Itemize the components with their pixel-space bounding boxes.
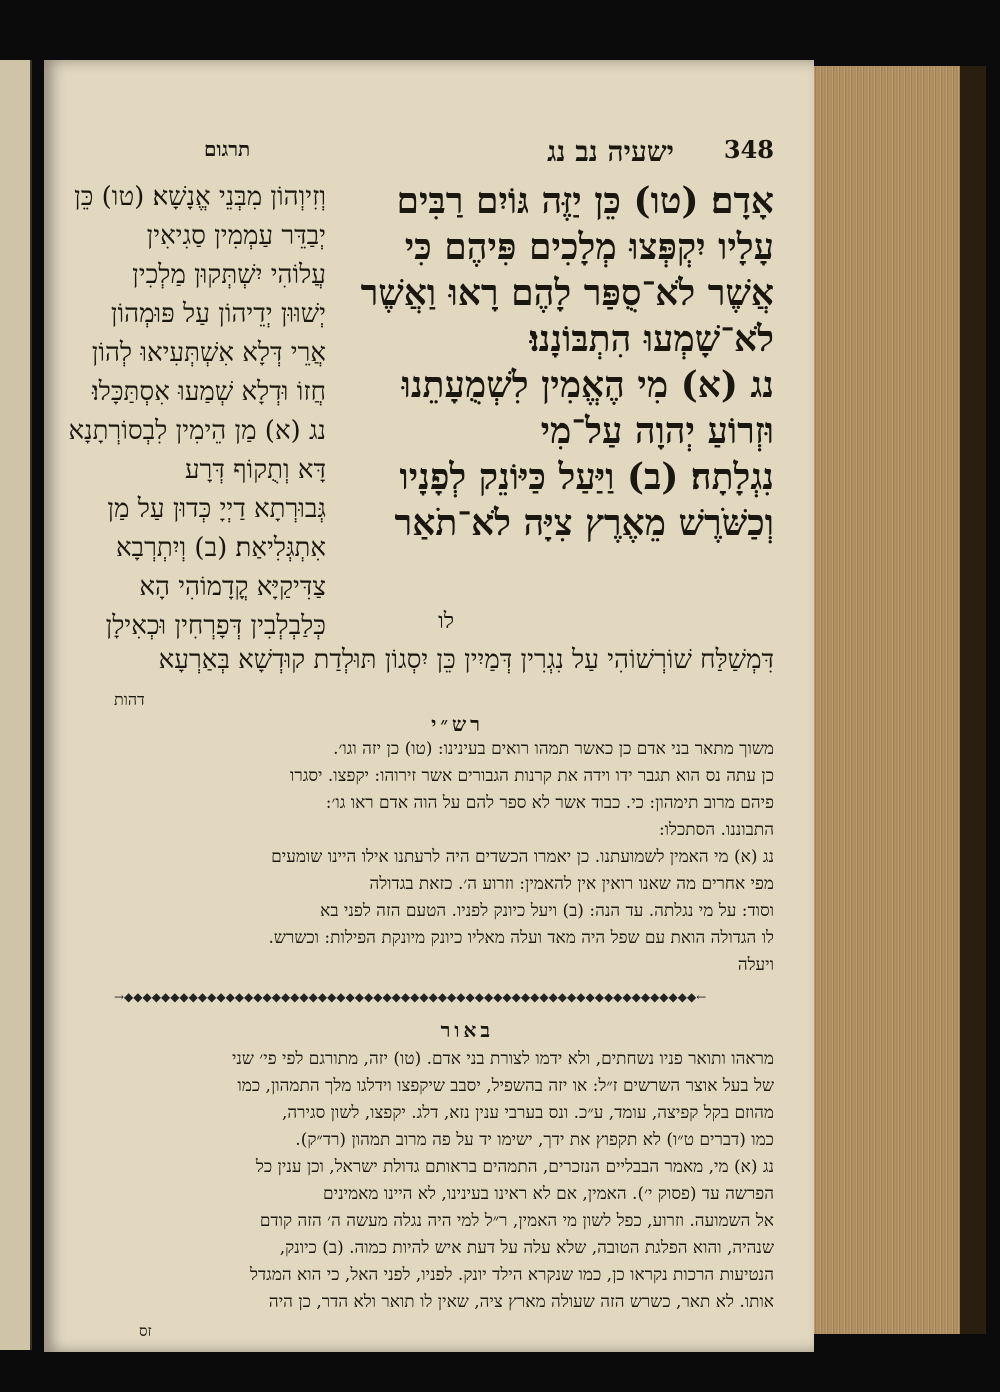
targum-heading: תרגום: [204, 137, 251, 161]
signature-mark: זס: [139, 1322, 152, 1340]
biur-line: מהוזם בקל קפיצה, עומד, ע״כ. ונס בערבי ענין נזא, דלג. יקפצו, לשון סגירה,: [282, 1103, 774, 1123]
main-text-column: [334, 178, 774, 546]
rashi-line: וסוד: על מי נגלתה. עד הנה: (ב) ויעל כיונק לפניו. הטעם הזה לפני בא: [320, 901, 774, 921]
targum-column: [66, 178, 326, 646]
targum-line: יְבַדֵּר עַמְמִין סַגִיאִין: [146, 221, 326, 251]
rashi-line: לו הגדולה הואת עם שפל היה מאד ועלה מאליו כיונק מיונקת הפילות: וכשרש.: [268, 928, 774, 948]
biur-line: אותו. לא תאר, כשרש הזה שעולה מארץ ציה, שאין לו תואר ולא הדר, כן היה: [268, 1292, 774, 1312]
targum-line: נג (א) מַן הֵימִין לִבְסוֹרְתָנָא: [68, 416, 326, 446]
book-spine-shadow: [960, 66, 986, 1334]
targum-line: צַדִּיקַיָּא קֳדָמוֹהִי הָא: [139, 572, 326, 602]
left-page-edge: [0, 60, 32, 1350]
main-text-line: אָדָם׃ (טו) כֵּן יַזֶּה גּוֹיִם רַבִּים: [396, 180, 774, 222]
main-text-line: נג (א) מִי הֶאֱמִין לִשְׁמֻעָתֵנוּ: [401, 364, 774, 406]
biur-line: נג (א) מי, מאמר הבבליים הנזכרים, התמהים בראותם גדולת ישראל, וכן ענין כל: [255, 1157, 774, 1177]
targum-line: גְּבוּרְתָא דַיְיָ כְּדוּן עַל מַן: [107, 494, 326, 524]
targum-line: וְזִיוְהוֹן מִבְּנֵי אֱנָשָׁא׃ (טו) כֵּן: [74, 182, 326, 212]
ornament-divider: →◆◆◆◆◆◆◆◆◆◆◆◆◆◆◆◆◆◆◆◆◆◆◆◆◆◆◆◆◆◆◆◆◆◆◆◆◆◆◆◆◆◆◆◆◆◆◆◆◆◆◆◆◆◆◆◆◆◆◆◆◆◆←: [114, 990, 707, 1004]
targum-catchword: דהות: [114, 690, 145, 709]
rashi-line: פיהם מרוב תימהון: כי. כבוד אשר לא ספר להם על הוה אדם ראו גו׳:: [325, 793, 774, 813]
main-text-line: אֲשֶׁר לֹא־סֻפַּר לָהֶם רָאוּ וַאֲשֶׁר: [360, 272, 774, 314]
targum-wide-line: דִּמְשַׁלַּח שׁוֹרְשׁוֹהִי עַל נִגְרִין דְּמַיִין כֵּן יִסְגוֹן תּוּלְדַת קוּדְשָׁא בְּאַרְעָא: [158, 645, 774, 675]
biur-line: אל השמועה. וזרוע, כפל לשון מי האמין, ר״ל למי היה נגלה מעשה ה׳ הזה קודם: [259, 1211, 774, 1231]
rashi-line: משוך מתאר בני אדם כן כאשר תמהו רואים בעינינו: (טו) כן יזה וגו׳.: [333, 739, 774, 759]
biur-line: כמו (דברים ט״ו) לא תקפוץ את ידך, ישימו יד על פה מרוב תמהון (רד״ק).: [295, 1130, 774, 1150]
biur-line: מראהו ותואר פניו נשחתים, ולא ידמו לצורת בני אדם. (טו) יזה, מתורגם לפי פי׳ שני: [231, 1049, 774, 1069]
targum-line: יְשׁוּוּן יְדֵיהוֹן עַל פּוּמְהוֹן: [110, 299, 326, 329]
page-header: [74, 135, 774, 175]
main-text-line: וּזְרוֹעַ יְהוָה עַל־מִי: [540, 410, 774, 452]
rashi-line: התבוננו. הסתכלו:: [658, 820, 774, 840]
rashi-title: רש״י: [431, 712, 484, 736]
biur-line: של בעל אוצר השרשים ז״ל: או יזה בהשפיל, יסבב שיקפצו וידלגו מלך התמהון, כמו: [237, 1076, 774, 1096]
main-text-line: לֹא־שָׁמְעוּ הִתְבּוֹנָנוּ׃: [529, 318, 774, 360]
biur-title: באור: [440, 1018, 494, 1042]
main-text-line: וְכַשֹּׁרֶשׁ מֵאֶרֶץ צִיָּה לֹא־תֹאַר: [394, 502, 774, 544]
main-text-line: נִגְלָתָה׃ (ב) וַיַּעַל כַּיּוֹנֵק לְפָנָיו: [399, 456, 774, 498]
targum-line: אֲרֵי דְּלָא אִשְׁתְּעִיאוּ לְהוֹן: [91, 338, 326, 368]
book-page-edges: [806, 66, 977, 1334]
running-head: ישעיה נב נג: [547, 135, 674, 168]
book-page: [44, 60, 814, 1352]
targum-line: דָּא וְתֻקוֹף דְּרָע: [184, 455, 326, 485]
main-text-catchword: לו: [438, 609, 454, 634]
main-text-line: עָלָיו יִקְפְּצוּ מְלָכִים פִּיהֶם כִּי: [404, 226, 774, 268]
targum-line: חֲזוֹ וּדְלָא שְׁמַעוּ אִסְתַּכָּלוּ׃: [92, 377, 326, 407]
targum-line: עֲלוֹהִי יִשְׁתְּקוּן מַלְכִין: [132, 260, 326, 290]
biur-line: הפרשה עד (פסוק י׳). האמין, אם לא ראינו בעינינו, לא היינו מאמינים: [323, 1184, 774, 1204]
rashi-line: נג (א) מי האמין לשמועתנו. כן יאמרו הכשדים היה לרעתנו אילו היינו שומעים: [271, 847, 774, 867]
biur-line: שנהיה, והוא הפלגת הטובה, שלא עלה על דעת איש להיות כמוה. (ב) כיונק,: [279, 1238, 774, 1258]
rashi-line: מפי אחרים מה שאנו רואין אין להאמין: וזרוע ה׳. כזאת בגדולה: [369, 874, 774, 894]
page-number: 348: [723, 135, 774, 164]
rashi-commentary: [74, 736, 774, 979]
biur-line: הנטיעות הרכות נקראו כן, כמו שנקרא הילד יונק. לפניו, לפני האל, כי הוא המגדל: [250, 1265, 774, 1285]
targum-line: כְּלַבְלְבִין דְּפָרְחִין וּכְאִילָן: [105, 611, 326, 641]
biur-commentary: [74, 1046, 774, 1316]
rashi-line: ויעלה: [737, 955, 774, 975]
rashi-line: כן עתה נס הוא תגבר ידו וידה את קרנות הגבורים אשר זירוהו: יקפצו. יסגרו: [290, 766, 774, 786]
targum-line: אִתְגְּלִיאַת׃ (ב) וְיִתְרְבָא: [115, 533, 326, 563]
